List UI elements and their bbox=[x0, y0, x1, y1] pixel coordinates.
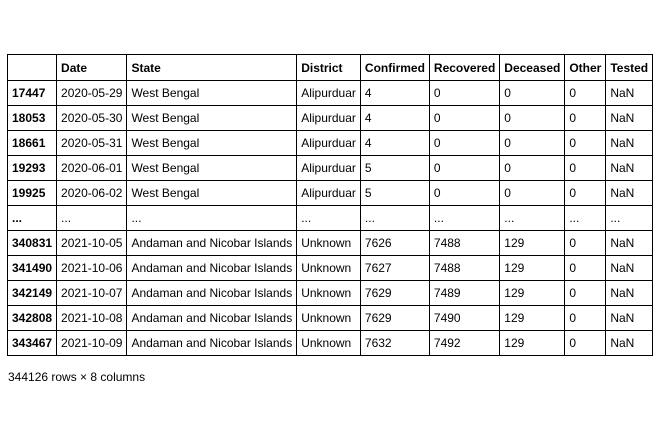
cell-state: West Bengal bbox=[127, 181, 297, 206]
cell-recovered: 7492 bbox=[429, 331, 499, 356]
cell-recovered: 0 bbox=[429, 156, 499, 181]
cell-tested: NaN bbox=[606, 331, 653, 356]
index-header bbox=[8, 55, 57, 81]
cell-district: Unknown bbox=[297, 306, 361, 331]
table-row bbox=[8, 106, 653, 131]
cell-tested: NaN bbox=[606, 181, 653, 206]
cell-confirmed: 7629 bbox=[360, 281, 429, 306]
cell-date: 2021-10-09 bbox=[57, 331, 127, 356]
table-row bbox=[8, 181, 653, 206]
table-row bbox=[8, 81, 653, 106]
cell-other: 0 bbox=[565, 256, 606, 281]
row-index: 343467 bbox=[8, 331, 57, 356]
cell-tested: NaN bbox=[606, 306, 653, 331]
table-row bbox=[8, 306, 653, 331]
row-index: ... bbox=[8, 206, 57, 231]
table-row bbox=[8, 281, 653, 306]
table-body bbox=[8, 81, 653, 356]
column-header-tested: Tested bbox=[606, 55, 653, 81]
cell-date: 2021-10-06 bbox=[57, 256, 127, 281]
cell-date: 2021-10-07 bbox=[57, 281, 127, 306]
cell-other: 0 bbox=[565, 231, 606, 256]
table-row bbox=[8, 331, 653, 356]
cell-tested: NaN bbox=[606, 81, 653, 106]
row-index: 342149 bbox=[8, 281, 57, 306]
dataframe-output bbox=[7, 54, 653, 356]
cell-confirmed: 7627 bbox=[360, 256, 429, 281]
cell-other: 0 bbox=[565, 131, 606, 156]
cell-other: 0 bbox=[565, 81, 606, 106]
table-row bbox=[8, 206, 653, 231]
cell-state: West Bengal bbox=[127, 81, 297, 106]
cell-other: 0 bbox=[565, 156, 606, 181]
row-index: 18053 bbox=[8, 106, 57, 131]
cell-date: 2020-05-30 bbox=[57, 106, 127, 131]
cell-recovered: 0 bbox=[429, 181, 499, 206]
cell-recovered: 7488 bbox=[429, 231, 499, 256]
column-header-confirmed: Confirmed bbox=[360, 55, 429, 81]
cell-deceased: 129 bbox=[500, 231, 565, 256]
cell-recovered: 0 bbox=[429, 131, 499, 156]
row-index: 19293 bbox=[8, 156, 57, 181]
row-index: 18661 bbox=[8, 131, 57, 156]
cell-state: Andaman and Nicobar Islands bbox=[127, 331, 297, 356]
table-row bbox=[8, 131, 653, 156]
row-index: 340831 bbox=[8, 231, 57, 256]
cell-state: West Bengal bbox=[127, 131, 297, 156]
cell-recovered: 7490 bbox=[429, 306, 499, 331]
cell-state: West Bengal bbox=[127, 106, 297, 131]
cell-recovered: 7488 bbox=[429, 256, 499, 281]
cell-date: 2020-05-31 bbox=[57, 131, 127, 156]
cell-district: Unknown bbox=[297, 256, 361, 281]
cell-date: 2020-06-01 bbox=[57, 156, 127, 181]
cell-date: 2020-05-29 bbox=[57, 81, 127, 106]
row-index: 19925 bbox=[8, 181, 57, 206]
cell-tested: NaN bbox=[606, 256, 653, 281]
header-row bbox=[8, 55, 653, 81]
cell-confirmed: 5 bbox=[360, 156, 429, 181]
column-header-recovered: Recovered bbox=[429, 55, 499, 81]
cell-state: West Bengal bbox=[127, 156, 297, 181]
cell-deceased: 129 bbox=[500, 256, 565, 281]
cell-date: 2021-10-05 bbox=[57, 231, 127, 256]
row-index: 341490 bbox=[8, 256, 57, 281]
table-row bbox=[8, 231, 653, 256]
cell-date: 2021-10-08 bbox=[57, 306, 127, 331]
cell-tested: NaN bbox=[606, 281, 653, 306]
cell-recovered: ... bbox=[429, 206, 499, 231]
table-row bbox=[8, 256, 653, 281]
cell-tested: NaN bbox=[606, 231, 653, 256]
cell-deceased: 129 bbox=[500, 306, 565, 331]
cell-district: Alipurduar bbox=[297, 181, 361, 206]
cell-state: Andaman and Nicobar Islands bbox=[127, 256, 297, 281]
cell-deceased: 0 bbox=[500, 131, 565, 156]
cell-date: 2020-06-02 bbox=[57, 181, 127, 206]
shape-caption: 344126 rows × 8 columns bbox=[8, 370, 146, 384]
cell-date: ... bbox=[57, 206, 127, 231]
row-index: 17447 bbox=[8, 81, 57, 106]
table-row bbox=[8, 156, 653, 181]
cell-confirmed: 7629 bbox=[360, 306, 429, 331]
cell-state: Andaman and Nicobar Islands bbox=[127, 306, 297, 331]
column-header-district: District bbox=[297, 55, 361, 81]
cell-state: ... bbox=[127, 206, 297, 231]
cell-confirmed: 4 bbox=[360, 106, 429, 131]
cell-deceased: 0 bbox=[500, 156, 565, 181]
cell-district: Alipurduar bbox=[297, 106, 361, 131]
cell-state: Andaman and Nicobar Islands bbox=[127, 281, 297, 306]
cell-confirmed: 7632 bbox=[360, 331, 429, 356]
cell-district: Unknown bbox=[297, 231, 361, 256]
cell-confirmed: 4 bbox=[360, 81, 429, 106]
cell-confirmed: 7626 bbox=[360, 231, 429, 256]
cell-tested: ... bbox=[606, 206, 653, 231]
row-index: 342808 bbox=[8, 306, 57, 331]
cell-deceased: 0 bbox=[500, 81, 565, 106]
cell-district: ... bbox=[297, 206, 361, 231]
column-header-date: Date bbox=[57, 55, 127, 81]
cell-recovered: 0 bbox=[429, 81, 499, 106]
cell-district: Alipurduar bbox=[297, 156, 361, 181]
column-header-state: State bbox=[127, 55, 297, 81]
cell-confirmed: 4 bbox=[360, 131, 429, 156]
cell-deceased: ... bbox=[500, 206, 565, 231]
cell-confirmed: ... bbox=[360, 206, 429, 231]
cell-other: ... bbox=[565, 206, 606, 231]
cell-district: Alipurduar bbox=[297, 131, 361, 156]
cell-other: 0 bbox=[565, 306, 606, 331]
cell-tested: NaN bbox=[606, 106, 653, 131]
dataframe-table bbox=[7, 54, 653, 356]
cell-other: 0 bbox=[565, 331, 606, 356]
cell-deceased: 129 bbox=[500, 331, 565, 356]
cell-other: 0 bbox=[565, 181, 606, 206]
cell-recovered: 0 bbox=[429, 106, 499, 131]
cell-confirmed: 5 bbox=[360, 181, 429, 206]
cell-deceased: 0 bbox=[500, 181, 565, 206]
column-header-other: Other bbox=[565, 55, 606, 81]
cell-deceased: 0 bbox=[500, 106, 565, 131]
cell-district: Unknown bbox=[297, 281, 361, 306]
cell-deceased: 129 bbox=[500, 281, 565, 306]
column-header-deceased: Deceased bbox=[500, 55, 565, 81]
cell-state: Andaman and Nicobar Islands bbox=[127, 231, 297, 256]
cell-other: 0 bbox=[565, 281, 606, 306]
cell-tested: NaN bbox=[606, 156, 653, 181]
cell-other: 0 bbox=[565, 106, 606, 131]
cell-district: Alipurduar bbox=[297, 81, 361, 106]
cell-tested: NaN bbox=[606, 131, 653, 156]
cell-district: Unknown bbox=[297, 331, 361, 356]
cell-recovered: 7489 bbox=[429, 281, 499, 306]
